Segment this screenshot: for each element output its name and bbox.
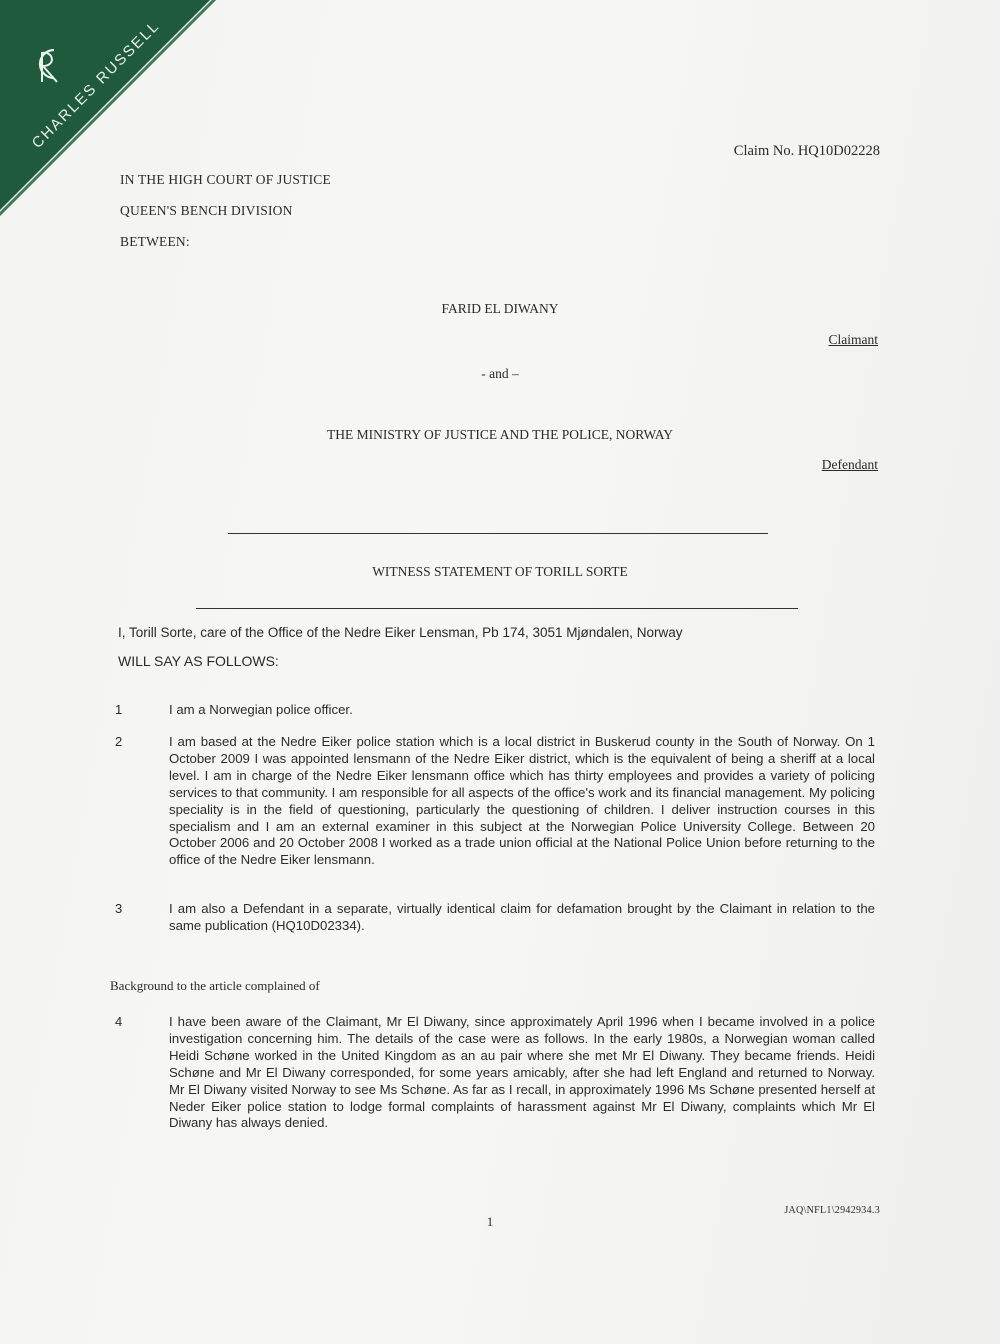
paragraph-number: 1: [115, 702, 123, 717]
defendant-name: THE MINISTRY OF JUSTICE AND THE POLICE, NORWAY: [326, 427, 674, 442]
cr-monogram-icon: [24, 42, 68, 86]
page-number: 1: [486, 1214, 494, 1229]
court-name: IN THE HIGH COURT OF JUSTICE: [120, 172, 331, 187]
paragraph-4: [115, 1014, 875, 1132]
paragraph-number: 4: [115, 1014, 123, 1029]
statement-title: WITNESS STATEMENT OF TORILL SORTE: [372, 564, 628, 579]
letterhead-brand: CHARLES RUSSELL: [28, 17, 164, 152]
paragraph-3: [115, 901, 875, 935]
court-division: QUEEN'S BENCH DIVISION: [120, 203, 293, 218]
paragraph-1: [115, 702, 875, 719]
paragraph-number: 2: [115, 734, 123, 749]
between-label: BETWEEN:: [120, 234, 190, 249]
paragraph-text: I am a Norwegian police officer.: [169, 702, 353, 717]
claim-number: Claim No. HQ10D02228: [733, 143, 880, 159]
witness-intro: I, Torill Sorte, care of the Office of the Nedre Eiker Lensman, Pb 174, 3051 Mjøndalen, Norway: [118, 625, 683, 640]
title-rule-top: [228, 533, 768, 534]
paragraph-2: [115, 734, 875, 869]
banner-edge: [0, 0, 234, 234]
document-reference: JAQ\NFL1\2942934.3: [784, 1205, 880, 1216]
and-separator: - and –: [481, 366, 519, 381]
paragraph-text: I am also a Defendant in a separate, virtually identical claim for defamation brought by the Claimant in relation to the same publication (HQ10D02334).: [169, 901, 875, 933]
letterhead-banner: [0, 0, 234, 234]
defendant-role: Defendant: [821, 457, 878, 472]
claimant-name: FARID EL DIWANY: [441, 301, 559, 316]
paragraph-text: I have been aware of the Claimant, Mr El Diwany, since approximately April 1996 when I became involved in a police investigation concerning him. The details of the case were as follows. In the early 1980s, a Norwegian woman called Heidi Schøne worked in the United Kingdom as an au pair where she met Mr El Diwany. They became friends. Heidi Schøne and Mr El Diwany corresponded, for some years amicably, after she had left England and returned to Norway. Mr El Diwany visited Norway to see Ms Schøne. As far as I recall, in approximately 1996 Ms Schøne presented herself at Neder Eiker police station to lodge formal complaints of harassment against Mr El Diwany, complaints which Mr El Diwany has always denied.: [169, 1014, 875, 1131]
title-rule-bottom: [196, 608, 798, 609]
paragraph-text: I am based at the Nedre Eiker police station which is a local district in Buskerud county in the South of Norway. On 1 October 2009 I was appointed lensmann of the Nedre Eiker district, which is the equivalent of being a sheriff at a local level. I am in charge of the Nedre Eiker lensmann office which has thirty employees and provides a variety of policing services to that community. I am responsible for all aspects of the office's work and its financial management. My policing speciality is in the field of questioning, particularly the questioning of children. I deliver instruction courses in this specialism and I am an external examiner in this subject at the Norwegian Police University College. Between 20 October 2006 and 20 October 2008 I worked as a trade union official at the National Police Union before returning to the office of the Nedre Eiker lensmann.: [169, 734, 875, 868]
paragraph-number: 3: [115, 901, 123, 916]
section-heading: Background to the article complained of: [110, 978, 320, 993]
claimant-role: Claimant: [828, 332, 878, 347]
will-say-heading: WILL SAY AS FOLLOWS:: [118, 653, 279, 669]
